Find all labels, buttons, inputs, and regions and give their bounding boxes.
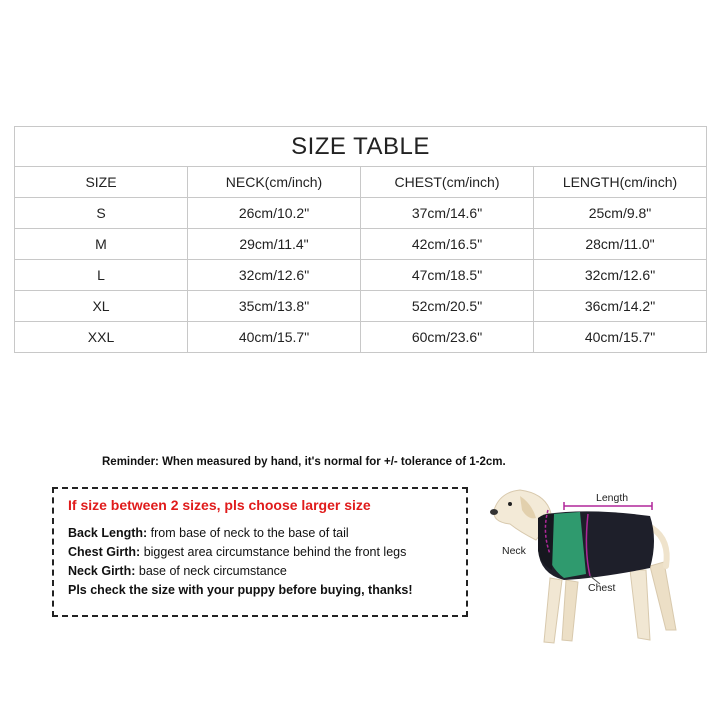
cell-chest: 60cm/23.6": [361, 322, 534, 353]
size-table-header-row: [15, 167, 707, 198]
table-row: [15, 322, 707, 353]
size-table: [14, 126, 707, 353]
neck-girth-desc: base of neck circumstance: [135, 564, 287, 578]
header-length: LENGTH(cm/inch): [534, 167, 707, 198]
cell-length: 25cm/9.8": [534, 198, 707, 229]
header-neck: NECK(cm/inch): [188, 167, 361, 198]
back-length-note: [68, 526, 349, 540]
table-row: [15, 291, 707, 322]
larger-size-warning: If size between 2 sizes, pls choose larger size: [68, 497, 371, 513]
table-row: [15, 260, 707, 291]
tolerance-reminder: Reminder: When measured by hand, it's normal for +/- tolerance of 1-2cm.: [102, 456, 506, 468]
neck-girth-note: [68, 564, 287, 578]
back-length-desc: from base of neck to the base of tail: [147, 526, 349, 540]
cell-neck: 35cm/13.8": [188, 291, 361, 322]
chest-label: Chest: [588, 582, 616, 594]
table-row: [15, 229, 707, 260]
cell-length: 32cm/12.6": [534, 260, 707, 291]
cell-length: 40cm/15.7": [534, 322, 707, 353]
neck-girth-term: Neck Girth:: [68, 564, 136, 578]
chest-girth-term: Chest Girth:: [68, 545, 141, 559]
chest-girth-note: [68, 545, 406, 559]
back-length-term: Back Length:: [68, 526, 148, 540]
dog-measurement-figure: [480, 470, 710, 650]
check-size-note: Pls check the size with your puppy before buying, thanks!: [68, 583, 413, 597]
cell-size: XXL: [15, 322, 188, 353]
neck-label: Neck: [502, 545, 526, 557]
sizing-notes-box: [52, 487, 468, 617]
cell-chest: 47cm/18.5": [361, 260, 534, 291]
length-label: Length: [596, 492, 629, 504]
dog-coat-illustration: [480, 470, 710, 650]
cell-chest: 52cm/20.5": [361, 291, 534, 322]
cell-neck: 26cm/10.2": [188, 198, 361, 229]
chest-girth-desc: biggest area circumstance behind the front legs: [140, 545, 407, 559]
cell-length: 36cm/14.2": [534, 291, 707, 322]
cell-neck: 40cm/15.7": [188, 322, 361, 353]
cell-length: 28cm/11.0": [534, 229, 707, 260]
table-row: [15, 198, 707, 229]
header-chest: CHEST(cm/inch): [361, 167, 534, 198]
cell-chest: 37cm/14.6": [361, 198, 534, 229]
header-size: SIZE: [15, 167, 188, 198]
cell-size: S: [15, 198, 188, 229]
cell-neck: 29cm/11.4": [188, 229, 361, 260]
cell-neck: 32cm/12.6": [188, 260, 361, 291]
cell-size: L: [15, 260, 188, 291]
cell-chest: 42cm/16.5": [361, 229, 534, 260]
cell-size: XL: [15, 291, 188, 322]
size-table-title: SIZE TABLE: [15, 127, 707, 167]
cell-size: M: [15, 229, 188, 260]
